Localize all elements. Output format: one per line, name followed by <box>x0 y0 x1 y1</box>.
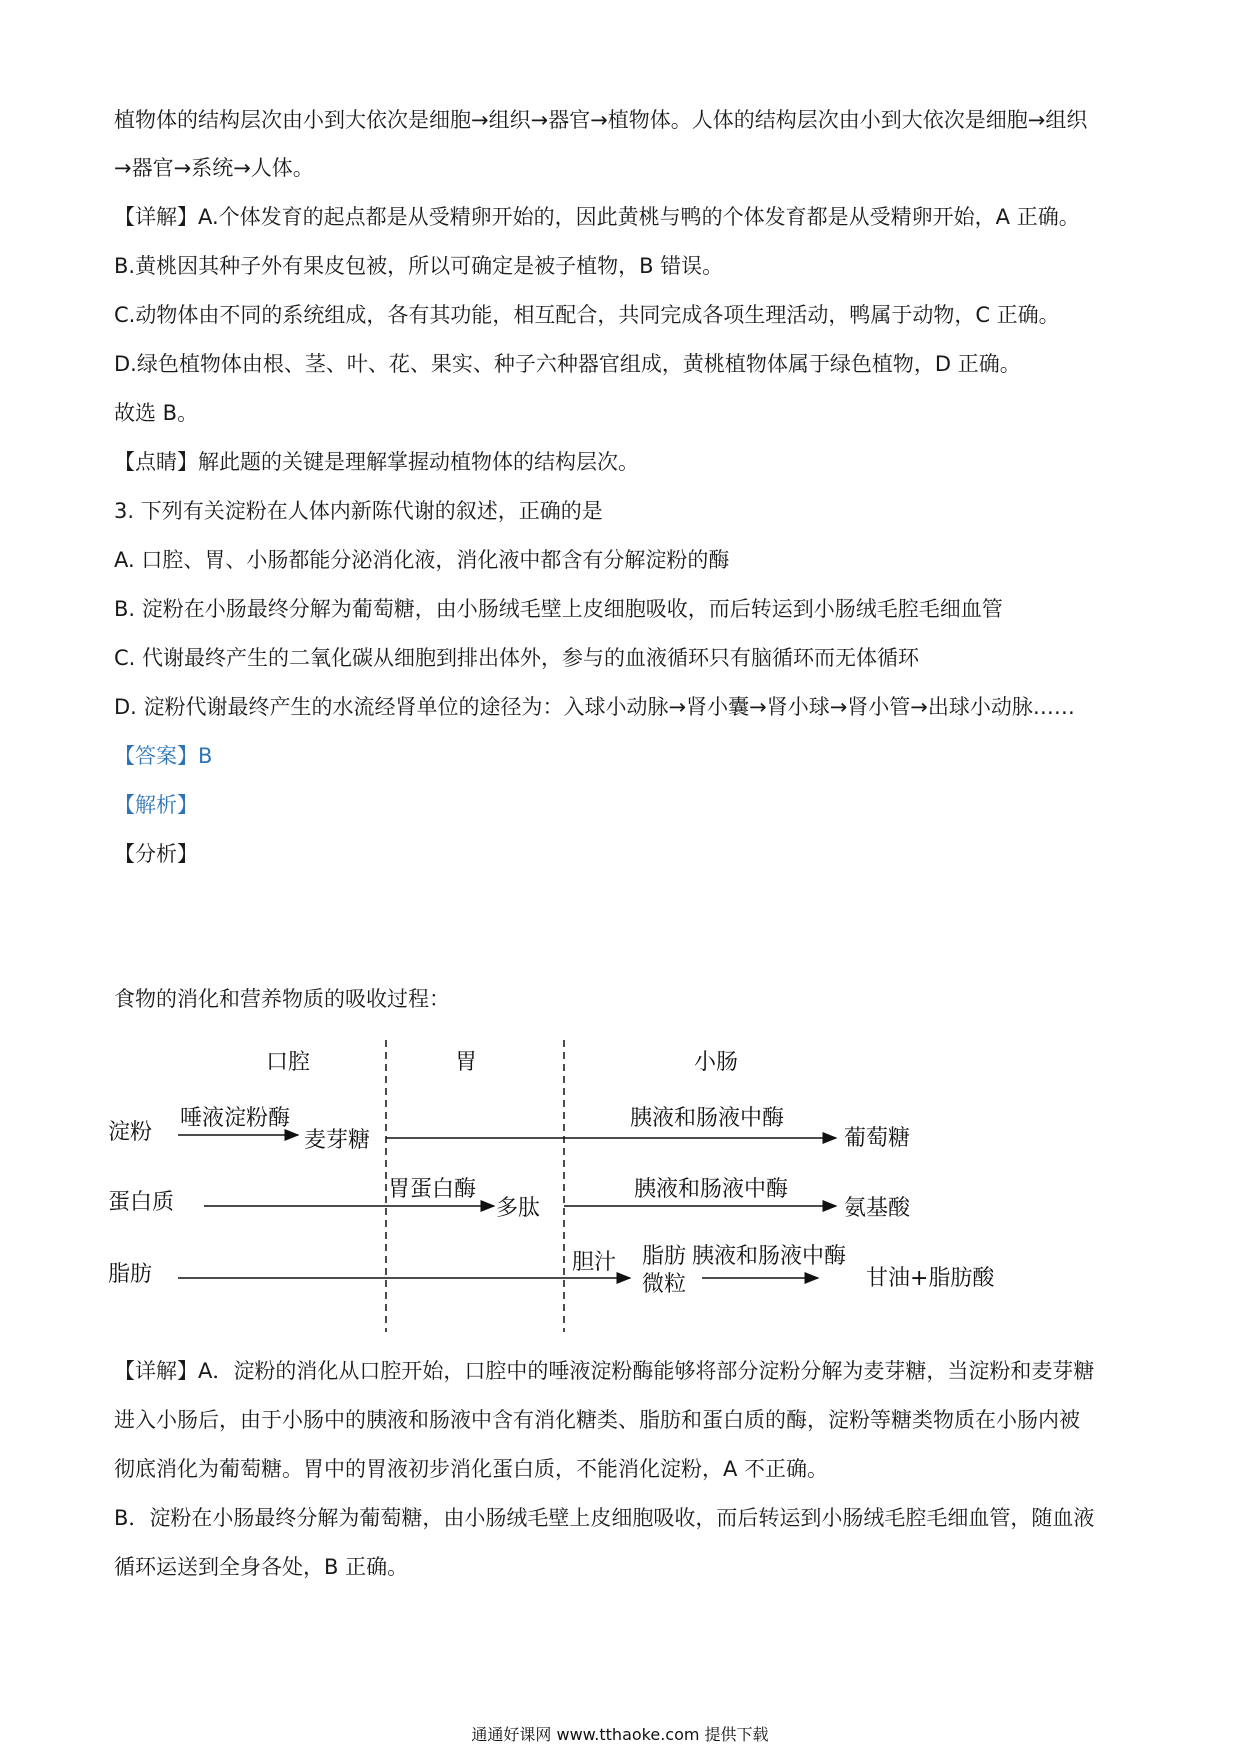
text-line: 植物体的结构层次由小到大依次是细胞→组织→器官→植物体。人体的结构层次由小到大依次是细胞→组织 <box>114 108 1088 132</box>
row-starch-enzyme2: 胰液和肠液中酶 <box>630 1106 785 1131</box>
row-fat-name: 脂肪 <box>108 1262 153 1287</box>
option-c: C. 代谢最终产生的二氧化碳从细胞到排出体外，参与的血液循环只有脑循环而无体循环 <box>114 646 920 670</box>
row-protein-product1: 多肽 <box>496 1196 541 1221</box>
row-protein-product2: 氨基酸 <box>844 1196 911 1221</box>
text-line: D.绿色植物体由根、茎、叶、花、果实、种子六种器官组成，黄桃植物体属于绿色植物，D 正确。 <box>114 352 1021 376</box>
text-line: 【点睛】解此题的关键是理解掌握动植物体的结构层次。 <box>114 450 639 474</box>
answer-label: 【答案】B <box>114 744 213 768</box>
header-mouth: 口腔 <box>266 1050 311 1075</box>
page-footer: 通通好课网 www.tthaoke.com 提供下载 <box>471 1725 769 1744</box>
row-fat-enzyme1: 胆汁 <box>572 1250 617 1275</box>
row-protein-enzyme1: 胃蛋白酶 <box>388 1177 477 1202</box>
row-protein-enzyme2: 胰液和肠液中酶 <box>634 1177 789 1202</box>
detail-line: 【详解】A．淀粉的消化从口腔开始，口腔中的唾液淀粉酶能够将部分淀粉分解为麦芽糖，当淀粉和麦芽糖 <box>114 1359 1095 1383</box>
row-starch-name: 淀粉 <box>108 1120 153 1145</box>
option-b: B. 淀粉在小肠最终分解为葡萄糖，由小肠绒毛壁上皮细胞吸收，而后转运到小肠绒毛腔毛细血管 <box>114 597 1003 621</box>
row-fat-product2: 甘油+脂肪酸 <box>866 1266 995 1291</box>
diagram-caption: 食物的消化和营养物质的吸收过程： <box>114 987 450 1011</box>
detail-line: 循环运送到全身各处，B 正确。 <box>114 1555 409 1579</box>
text-line: B.黄桃因其种子外有果皮包被，所以可确定是被子植物，B 错误。 <box>114 254 724 278</box>
header-small-intestine: 小肠 <box>694 1050 739 1075</box>
row-fat-product1b: 微粒 <box>642 1272 687 1297</box>
row-fat-product1a: 脂肪 <box>642 1244 687 1269</box>
row-starch-enzyme1: 唾液淀粉酶 <box>180 1106 291 1131</box>
row-starch-product1: 麦芽糖 <box>304 1128 371 1153</box>
detail-line: 进入小肠后，由于小肠中的胰液和肠液中含有消化糖类、脂肪和蛋白质的酶，淀粉等糖类物质在小肠内被 <box>114 1408 1080 1432</box>
diagram-lines <box>108 1040 1008 1340</box>
row-starch-product2: 葡萄糖 <box>844 1126 911 1151</box>
detail-line: B．淀粉在小肠最终分解为葡萄糖，由小肠绒毛壁上皮细胞吸收，而后转运到小肠绒毛腔毛细血管，随血液 <box>114 1506 1095 1530</box>
text-line: C.动物体由不同的系统组成，各有其功能，相互配合，共同完成各项生理活动，鸭属于动物，C 正确。 <box>114 303 1060 327</box>
question-stem: 3. 下列有关淀粉在人体内新陈代谢的叙述，正确的是 <box>114 499 603 523</box>
row-fat-enzyme2: 胰液和肠液中酶 <box>692 1244 847 1269</box>
text-line: 故选 B。 <box>114 401 199 425</box>
analysis-label: 【解析】 <box>114 793 198 817</box>
option-d: D. 淀粉代谢最终产生的水流经肾单位的途径为：入球小动脉→肾小囊→肾小球→肾小管→出球小动脉…… <box>114 695 1075 719</box>
option-a: A. 口腔、胃、小肠都能分泌消化液，消化液中都含有分解淀粉的酶 <box>114 548 730 572</box>
header-stomach: 胃 <box>455 1050 478 1075</box>
section-label: 【分析】 <box>114 842 198 866</box>
text-line: →器官→系统→人体。 <box>114 156 314 180</box>
digestion-diagram <box>108 1040 1008 1340</box>
detail-line: 彻底消化为葡萄糖。胃中的胃液初步消化蛋白质，不能消化淀粉，A 不正确。 <box>114 1457 829 1481</box>
text-line: 【详解】A.个体发育的起点都是从受精卵开始的，因此黄桃与鸭的个体发育都是从受精卵开始，A 正确。 <box>114 205 1080 229</box>
row-protein-name: 蛋白质 <box>108 1190 175 1215</box>
